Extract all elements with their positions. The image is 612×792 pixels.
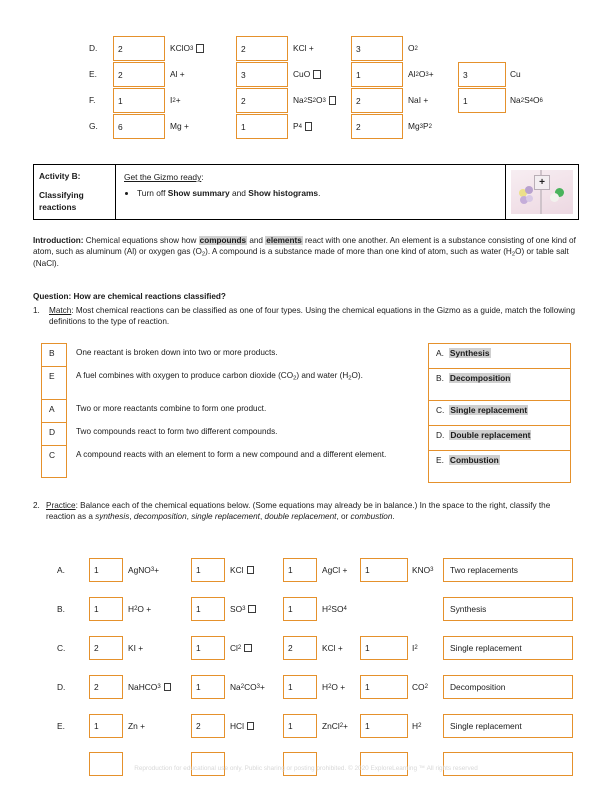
coefficient-value[interactable]: 2 bbox=[191, 714, 225, 738]
activity-bullet-item bbox=[137, 187, 499, 199]
reaction-type-letter: C. bbox=[436, 405, 445, 415]
coefficient-value[interactable]: 2 bbox=[351, 114, 403, 139]
coefficient-value[interactable]: 1 bbox=[458, 88, 506, 113]
matching-row bbox=[41, 445, 413, 478]
reaction-arrow-icon bbox=[247, 566, 255, 575]
activity-instructions bbox=[116, 165, 506, 219]
equation-row-label: F. bbox=[89, 95, 96, 105]
chemical-formula: H 2 SO 4 bbox=[322, 604, 347, 614]
match-definition-text: A fuel combines with oxygen to produce carbon dioxide $(CO_2)$ and water $(H_2O)$. bbox=[76, 371, 363, 382]
reaction-type-letter: D. bbox=[436, 430, 445, 440]
item-1-number: 1. bbox=[33, 306, 40, 315]
practice-row-label: C. bbox=[57, 643, 66, 653]
coefficient-input[interactable] bbox=[360, 636, 408, 660]
coefficient-input[interactable] bbox=[89, 675, 123, 699]
reaction-type-item bbox=[429, 344, 570, 369]
chemical-formula: Zn + bbox=[128, 721, 145, 731]
reaction-type-name: Synthesis bbox=[449, 348, 490, 358]
reaction-classification-input[interactable] bbox=[443, 752, 573, 776]
match-answer-input[interactable]: E bbox=[41, 366, 67, 399]
match-definition-text: Two compounds react to form two different compounds. bbox=[76, 427, 278, 436]
reaction-arrow-icon bbox=[248, 605, 256, 614]
coefficient-input[interactable] bbox=[113, 114, 165, 139]
gizmo-reaction-screenshot-icon bbox=[511, 170, 573, 214]
chemical-formula: Cu bbox=[510, 69, 521, 79]
coefficient-input[interactable] bbox=[113, 36, 165, 61]
bullet-mid: and bbox=[229, 188, 249, 198]
equation-row bbox=[0, 35, 612, 62]
chemical-formula: H 2 O + bbox=[128, 604, 152, 614]
coefficient-input[interactable] bbox=[236, 114, 288, 139]
item-2-label: Practice bbox=[46, 501, 76, 510]
bullet-bold-show-summary: Show summary bbox=[167, 188, 230, 198]
chemical-formula: Al + bbox=[170, 69, 185, 79]
coefficient-input[interactable] bbox=[458, 88, 506, 113]
chemical-formula: ZnCl 2 + bbox=[322, 721, 348, 731]
coefficient-input[interactable] bbox=[236, 36, 288, 61]
chemical-formula: H 2 O + bbox=[322, 682, 346, 692]
coefficient-value[interactable]: 3 bbox=[458, 62, 506, 87]
activity-title bbox=[34, 165, 116, 219]
chemical-formula: CO 2 bbox=[412, 682, 428, 692]
matching-row bbox=[41, 343, 413, 366]
coefficient-value[interactable]: 1 bbox=[89, 714, 123, 738]
reaction-type-letter: E. bbox=[436, 455, 444, 465]
reaction-type-name: Single replacement bbox=[450, 405, 528, 415]
coefficient-input[interactable] bbox=[191, 675, 225, 699]
coefficient-input[interactable] bbox=[283, 752, 317, 776]
coefficient-value[interactable]: 1 bbox=[113, 88, 165, 113]
coefficient-input[interactable] bbox=[351, 114, 403, 139]
coefficient-input[interactable] bbox=[89, 636, 123, 660]
coefficient-input[interactable] bbox=[191, 636, 225, 660]
page-footer: Reproduction for educational use only. Public sharing or posting prohibited. © 2020 ExploreLearning ™ All rights reserved bbox=[134, 765, 478, 772]
coefficient-value[interactable]: 2 bbox=[113, 36, 165, 61]
bullet-suffix: . bbox=[318, 188, 321, 198]
reaction-classification-input[interactable]: Synthesis bbox=[443, 597, 573, 621]
bullet-bold-show-histograms: Show histograms bbox=[248, 188, 319, 198]
chemical-formula: SO 3 bbox=[230, 597, 288, 621]
coefficient-value[interactable]: 1 bbox=[283, 597, 317, 621]
coefficient-value[interactable]: 1 bbox=[360, 636, 408, 660]
reaction-classification-input[interactable]: Single replacement bbox=[443, 714, 573, 738]
chemical-formula: KNO 3 bbox=[412, 565, 434, 575]
coefficient-input[interactable] bbox=[360, 558, 408, 582]
item-2-number: 2. bbox=[33, 501, 40, 510]
coefficient-input[interactable] bbox=[283, 558, 317, 582]
reaction-type-item bbox=[429, 451, 570, 482]
coefficient-value[interactable]: 2 bbox=[236, 88, 288, 113]
coefficient-input[interactable] bbox=[360, 752, 408, 776]
coefficient-value[interactable]: 1 bbox=[283, 558, 317, 582]
practice-row-label: A. bbox=[57, 565, 65, 575]
chemical-formula: AgCl + bbox=[322, 565, 348, 575]
coefficient-input[interactable] bbox=[191, 558, 225, 582]
match-answer-input[interactable]: C bbox=[41, 445, 67, 478]
equation-row bbox=[0, 87, 612, 114]
chemical-formula: Mg + bbox=[170, 121, 189, 131]
reaction-classification-input[interactable]: Two replacements bbox=[443, 558, 573, 582]
reaction-arrow-icon bbox=[164, 683, 172, 692]
coefficient-value[interactable]: 1 bbox=[191, 597, 225, 621]
chemical-formula: NaHCO 3 bbox=[128, 675, 190, 699]
reaction-arrow-icon bbox=[244, 644, 252, 653]
activity-b-banner bbox=[33, 164, 579, 220]
reaction-classification-input[interactable]: Decomposition bbox=[443, 675, 573, 699]
matching-definitions-table bbox=[41, 343, 413, 478]
equation-row-label: G. bbox=[89, 121, 98, 131]
chemical-formula: H 2 bbox=[412, 721, 422, 731]
chemical-formula: KClO 3 bbox=[170, 36, 235, 61]
practice-row-label: E. bbox=[57, 721, 65, 731]
equation-row-label: E. bbox=[89, 69, 97, 79]
reaction-type-item bbox=[429, 369, 570, 401]
matching-row bbox=[41, 399, 413, 422]
chemical-formula: Na 2 CO 3 + bbox=[230, 682, 265, 692]
practice-equation-row bbox=[0, 596, 612, 635]
coefficient-input[interactable] bbox=[283, 714, 317, 738]
introduction-label: Introduction: bbox=[33, 236, 84, 245]
coefficient-input[interactable] bbox=[191, 597, 225, 621]
practice-row-label: B. bbox=[57, 604, 65, 614]
coefficient-value[interactable]: 1 bbox=[236, 114, 288, 139]
molecule-ball bbox=[550, 193, 559, 202]
reaction-type-name: Double replacement bbox=[450, 430, 531, 440]
practice-row-label: D. bbox=[57, 682, 66, 692]
coefficient-value[interactable]: 2 bbox=[236, 36, 288, 61]
equation-row-label: D. bbox=[89, 43, 98, 53]
coefficient-value[interactable]: 3 bbox=[351, 36, 403, 61]
coefficient-value[interactable]: 1 bbox=[360, 675, 408, 699]
coefficient-value[interactable]: 1 bbox=[360, 558, 408, 582]
match-answer-input[interactable]: B bbox=[41, 343, 67, 366]
coefficient-input[interactable] bbox=[283, 597, 317, 621]
activity-title-line1: Activity B: bbox=[39, 171, 81, 181]
molecule-ball bbox=[525, 186, 533, 194]
chemical-formula: Mg 3 P 2 bbox=[408, 121, 432, 131]
coefficient-input[interactable] bbox=[113, 62, 165, 87]
equation-row bbox=[0, 113, 612, 140]
reaction-type-name: Combustion bbox=[449, 455, 499, 465]
coefficient-input[interactable] bbox=[89, 597, 123, 621]
practice-equation-row bbox=[0, 557, 612, 596]
get-ready-label: Get the Gizmo ready bbox=[124, 172, 202, 182]
item-1-label: Match bbox=[49, 306, 72, 315]
coefficient-input[interactable] bbox=[191, 752, 225, 776]
coefficient-input[interactable] bbox=[236, 62, 288, 87]
chemical-formula: I 2 + bbox=[170, 95, 181, 105]
chemical-formula: HCl bbox=[230, 714, 288, 738]
coefficient-value[interactable]: 2 bbox=[89, 675, 123, 699]
practice-equation-row bbox=[0, 635, 612, 674]
coefficient-value[interactable]: 2 bbox=[351, 88, 403, 113]
coefficient-value[interactable]: 1 bbox=[283, 714, 317, 738]
coefficient-input[interactable] bbox=[351, 88, 403, 113]
coefficient-input[interactable] bbox=[113, 88, 165, 113]
gizmo-thumbnail bbox=[506, 165, 578, 219]
chemical-formula: Na 2 S 4 O 6 bbox=[510, 95, 543, 105]
introduction-paragraph: Introduction: Chemical equations show how compounds and elements react with one another. An element is a substance consisting of one kind of atom, such as aluminum (Al) or oxygen gas $(O_2)$. A compound is a substance made of more than one kind of atom, such as water $(H_2O)$ or table salt (NaCl). bbox=[33, 236, 576, 268]
reaction-types-list bbox=[428, 343, 571, 483]
coefficient-input[interactable] bbox=[89, 714, 123, 738]
question-heading: Question: How are chemical reactions classified? bbox=[33, 292, 226, 301]
coefficient-value[interactable]: 1 bbox=[89, 597, 123, 621]
chemical-formula: Cl 2 bbox=[230, 636, 288, 660]
reaction-type-name: Decomposition bbox=[449, 373, 511, 383]
match-definition-text: One reactant is broken down into two or more products. bbox=[76, 348, 278, 357]
coefficient-input[interactable] bbox=[351, 36, 403, 61]
chemical-formula: I 2 bbox=[412, 643, 418, 653]
coefficient-value[interactable]: 1 bbox=[191, 636, 225, 660]
coefficient-value[interactable]: 6 bbox=[113, 114, 165, 139]
reaction-classification-input[interactable]: Single replacement bbox=[443, 636, 573, 660]
type-synthesis: synthesis bbox=[95, 512, 130, 522]
reaction-type-item bbox=[429, 426, 570, 451]
activity-bullet-list bbox=[124, 187, 499, 199]
match-definition-text: A compound reacts with an element to form a new compound and a different element. bbox=[76, 450, 387, 459]
coefficient-input[interactable] bbox=[458, 62, 506, 87]
coefficient-input[interactable] bbox=[283, 675, 317, 699]
reaction-arrow-icon bbox=[196, 44, 204, 53]
coefficient-value[interactable] bbox=[283, 752, 317, 776]
reaction-type-item bbox=[429, 401, 570, 426]
coefficient-input[interactable] bbox=[360, 675, 408, 699]
item-1-match bbox=[33, 305, 579, 328]
matching-row bbox=[41, 366, 413, 399]
match-answer-input[interactable]: A bbox=[41, 399, 67, 422]
coefficient-value[interactable]: 1 bbox=[191, 675, 225, 699]
chemical-formula: O 2 bbox=[408, 43, 418, 53]
chemical-formula: CuO bbox=[293, 62, 358, 87]
chemical-formula: KCl + bbox=[293, 43, 314, 53]
reaction-arrow-icon bbox=[313, 70, 321, 79]
matching-row bbox=[41, 422, 413, 445]
chemical-formula: Al 2 O 3 + bbox=[408, 69, 434, 79]
coefficient-value[interactable]: 1 bbox=[191, 558, 225, 582]
highlight-compounds: compounds bbox=[199, 236, 247, 245]
match-definition-text: Two or more reactants combine to form one product. bbox=[76, 404, 267, 413]
coefficient-value[interactable]: 2 bbox=[113, 62, 165, 87]
coefficient-value[interactable] bbox=[191, 752, 225, 776]
item-1-text: : Most chemical reactions can be classified as one of four types. Using the chemical equations in the Gizmo as a guide, match the following definitions to the type of reaction. bbox=[49, 306, 576, 327]
molecule-ball bbox=[526, 195, 533, 202]
reaction-type-letter: B. bbox=[436, 373, 444, 383]
chemical-formula: AgNO 3 + bbox=[128, 565, 160, 575]
coefficient-value[interactable] bbox=[360, 752, 408, 776]
coefficient-value[interactable]: 1 bbox=[283, 675, 317, 699]
coefficient-input[interactable] bbox=[351, 62, 403, 87]
bullet-prefix: Turn off bbox=[137, 188, 168, 198]
equation-row bbox=[0, 61, 612, 88]
introduction-text: Chemical equations show how bbox=[83, 236, 199, 245]
activity-title-line2: Classifying reactions bbox=[39, 190, 84, 212]
type-single-replacement: single replacement bbox=[191, 512, 260, 522]
coefficient-value[interactable] bbox=[89, 752, 123, 776]
coefficient-input[interactable] bbox=[360, 714, 408, 738]
plus-icon: + bbox=[534, 175, 550, 190]
highlight-elements: elements bbox=[266, 236, 302, 245]
chemical-formula: NaI + bbox=[408, 95, 429, 105]
coefficient-value[interactable]: 1 bbox=[89, 558, 123, 582]
chemical-formula: P 4 bbox=[293, 114, 358, 139]
coefficient-input[interactable] bbox=[89, 752, 123, 776]
chemical-formula: KI + bbox=[128, 643, 144, 653]
practice-equation-row bbox=[0, 674, 612, 713]
coefficient-value[interactable]: 3 bbox=[236, 62, 288, 87]
reaction-arrow-icon bbox=[247, 722, 255, 731]
item-2-practice: 2. Practice: Balance each of the chemical equations below. (Some equations may already be in balance.) In the space to the right, classify the reaction as a synthesis, decomposition, single replacement, double replacement, or combustion. bbox=[33, 501, 551, 522]
coefficient-value[interactable]: 2 bbox=[89, 636, 123, 660]
coefficient-value[interactable]: 2 bbox=[283, 636, 317, 660]
practice-equation-row bbox=[0, 713, 612, 752]
item-2-text: : Balance each of the chemical equations below. (Some equations may already be in balance.) In the space to the right, classify the reaction as a bbox=[46, 501, 551, 522]
reaction-arrow-icon bbox=[305, 122, 313, 131]
coefficient-input[interactable] bbox=[191, 714, 225, 738]
type-decomposition: decomposition bbox=[133, 512, 187, 522]
chemical-formula: Na 2 S 2 O 3 bbox=[293, 88, 363, 113]
coefficient-value[interactable]: 1 bbox=[360, 714, 408, 738]
reaction-arrow-icon bbox=[329, 96, 337, 105]
reaction-type-letter: A. bbox=[436, 348, 444, 358]
coefficient-input[interactable] bbox=[89, 558, 123, 582]
chemical-formula: KCl + bbox=[322, 643, 343, 653]
type-double-replacement: double replacement bbox=[264, 512, 337, 522]
type-combustion: combustion bbox=[350, 512, 393, 522]
coefficient-input[interactable] bbox=[283, 636, 317, 660]
match-answer-input[interactable]: D bbox=[41, 422, 67, 445]
chemical-formula: KCl bbox=[230, 558, 288, 582]
coefficient-value[interactable]: 1 bbox=[351, 62, 403, 87]
coefficient-input[interactable] bbox=[236, 88, 288, 113]
get-ready-colon: : bbox=[201, 172, 204, 182]
